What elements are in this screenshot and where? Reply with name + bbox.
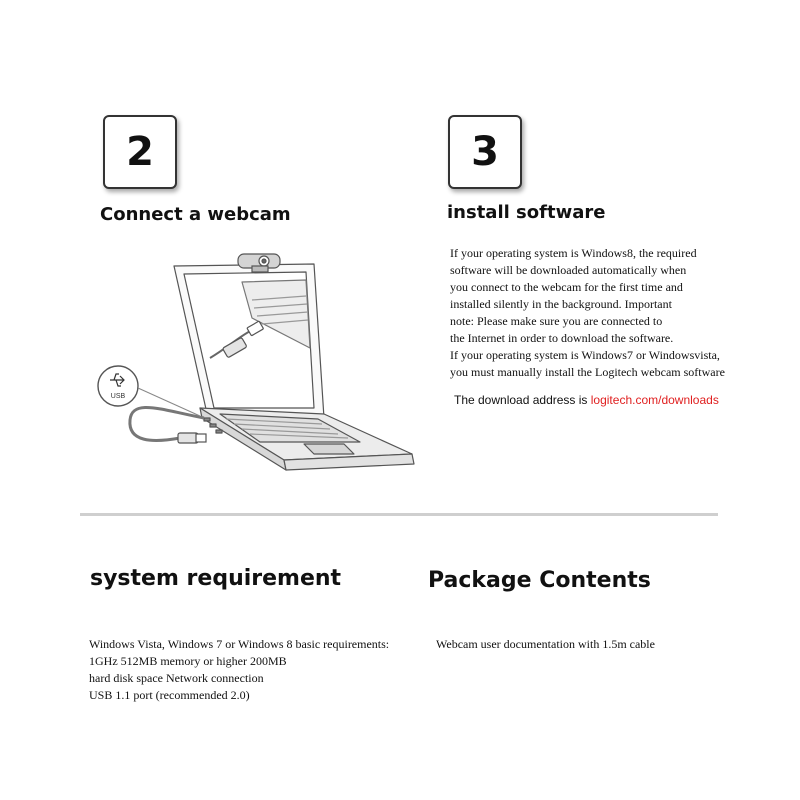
- system-requirement-heading: system requirement: [90, 566, 342, 591]
- install-software-heading: install software: [447, 202, 606, 223]
- requirement-line: USB 1.1 port (recommended 2.0): [89, 688, 250, 702]
- instruction-line: If your operating system is Windows7 or Windowsvista,: [450, 348, 720, 362]
- instruction-line: you must manually install the Logitech webcam software: [450, 365, 725, 379]
- instruction-line: installed silently in the background. Important: [450, 297, 672, 311]
- package-contents-text: [436, 636, 655, 653]
- requirement-line: hard disk space Network connection: [89, 671, 264, 685]
- system-requirement-text: [89, 636, 389, 704]
- step-2-number: 2: [126, 129, 154, 175]
- laptop-webcam-illustration: [92, 238, 432, 478]
- instruction-line: the Internet in order to download the software.: [450, 331, 674, 345]
- package-line: Webcam user documentation with 1.5m cable: [436, 637, 655, 651]
- requirement-line: Windows Vista, Windows 7 or Windows 8 basic requirements:: [89, 637, 390, 651]
- download-link[interactable]: logitech.com/downloads: [590, 393, 719, 407]
- download-address: [454, 393, 719, 407]
- download-address-label: The download address is: [454, 393, 591, 407]
- connect-webcam-heading: Connect a webcam: [100, 204, 291, 225]
- instruction-line: note: Please make sure you are connected to: [450, 314, 663, 328]
- install-instructions: [450, 245, 770, 381]
- section-divider: [80, 513, 718, 516]
- instruction-line: If your operating system is Windows8, the required: [450, 246, 697, 260]
- instruction-line: software will be downloaded automatically when: [450, 263, 687, 277]
- step-2-number-box: [103, 115, 177, 189]
- requirement-line: 1GHz 512MB memory or higher 200MB: [89, 654, 287, 668]
- package-contents-heading: Package Contents: [428, 568, 651, 593]
- step-3-number-box: [448, 115, 522, 189]
- usb-label: USB: [110, 393, 126, 400]
- instruction-line: you connect to the webcam for the first time and: [450, 280, 683, 294]
- step-3-number: 3: [471, 129, 499, 175]
